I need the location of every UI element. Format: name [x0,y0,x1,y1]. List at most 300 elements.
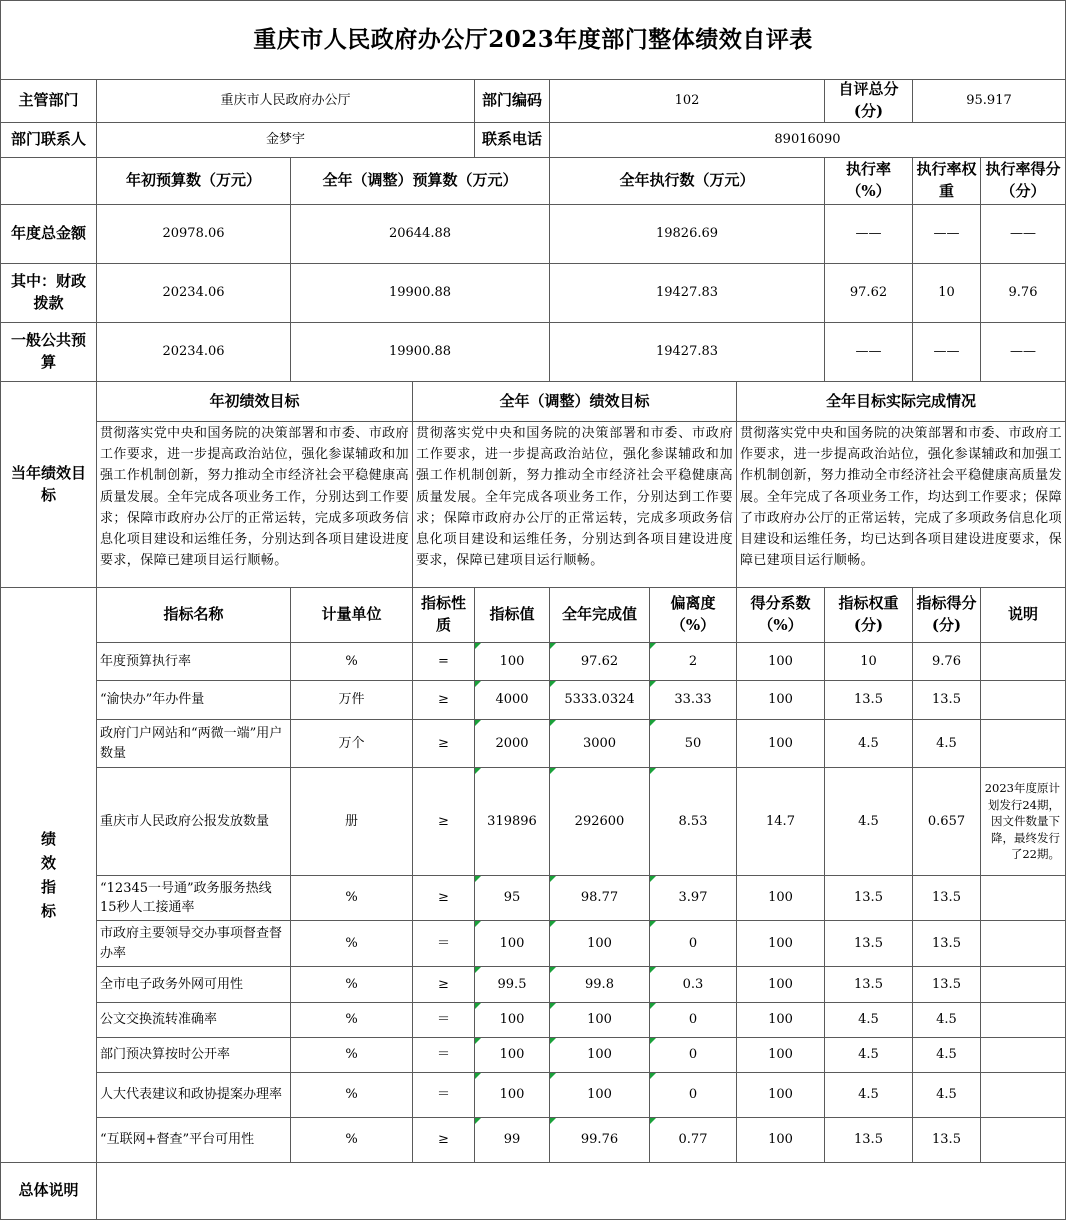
indicator-actual [550,681,650,720]
sheet-title-text: 重庆市人民政府办公厅2023年度部门整体绩效自评表 [253,25,813,53]
indicator-deviation-text: 0 [688,1047,698,1063]
budget-header-score-text: 执行率得分（分） [985,160,1061,200]
indicator-target [475,643,550,681]
budget-header-rate-text: 执行率（%） [845,160,891,200]
indicator-weight-text: 13.5 [854,1132,883,1148]
code-label-text: 部门编码 [481,91,542,110]
budget-weight-text: —— [933,226,960,242]
budget-adjusted-text: 19900.88 [388,344,452,360]
indicator-unit-text: 万件 [338,692,365,708]
indicator-note [981,643,1066,681]
indicator-target [475,1038,550,1073]
indicator-unit-text: % [345,1132,358,1148]
summary-label [0,1163,97,1220]
indicator-unit-text: % [345,653,358,669]
budget-row-label [0,323,97,382]
indicator-nature [413,643,475,681]
indicator-note [981,876,1066,921]
indicator-header-target-text: 指标值 [489,605,535,624]
budget-weight-text: —— [933,344,960,360]
contact-value-text: 金梦宇 [265,132,305,148]
budget-initial [97,323,291,382]
budget-row-label [0,205,97,264]
phone-label [475,123,550,158]
indicator-coef-text: 100 [768,935,793,951]
indicator-unit [291,1038,413,1073]
indicator-coef-text: 100 [768,976,793,992]
indicator-deviation [650,1038,737,1073]
indicator-actual-text: 100 [587,1047,612,1063]
budget-weight [913,264,981,323]
indicator-name [97,1073,291,1118]
indicator-unit [291,1118,413,1163]
indicator-nature-text: ＝ [436,935,450,951]
indicator-unit [291,643,413,681]
indicator-target-text: 100 [499,935,525,951]
indicator-weight-text: 4.5 [858,813,879,829]
indicator-note-text: 2023年度原计划发行24期，因文件数量下降，最终发行了22期。 [984,781,1060,862]
indicator-deviation-text: 0.3 [682,976,704,992]
indicator-note [981,768,1066,876]
budget-executed-text: 19826.69 [655,226,719,242]
indicator-weight-text: 4.5 [858,1012,879,1028]
indicator-nature-text: ≥ [438,1132,449,1148]
budget-rate [825,264,913,323]
sheet-title [0,0,1066,80]
indicator-deviation [650,921,737,967]
goals-label-text: 当年绩效目标 [10,463,86,504]
indicator-score-text: 13.5 [932,692,961,708]
goals-actual-text-text: 贯彻落实党中央和国务院的决策部署和市委、市政府工作要求，进一步提高政治站位，强化参谋辅政和加强工作机制创新，努力推动全市经济社会平稳健康高质量发展。全年完成了各项业务工作，均达到工作要求；保障了市政府办公厅的正常运转，完成了多项政务信息化项目建设和运维任务，均已达到各项目建设进度要求，保障已建项目运行顺畅。 [740,426,1062,569]
indicator-weight [825,876,913,921]
goals-initial-text-text: 贯彻落实党中央和国务院的决策部署和市委、市政府工作要求，进一步提高政治站位，强化参谋辅政和加强工作机制创新，努力推动全市经济社会平稳健康高质量发展。全年完成各项业务工作，分别达到工作要求；保障市政府办公厅的正常运转，完成多项政务信息化项目建设和运维任务，分别达到各项目建设进度要求，保障已建项目运行顺畅。 [100,426,409,569]
score-value [913,80,1066,123]
indicator-deviation [650,768,737,876]
indicator-target [475,768,550,876]
indicator-unit [291,1073,413,1118]
indicator-unit-text: 万个 [338,735,365,751]
indicator-weight-text: 13.5 [854,890,883,906]
goals-header-adjusted-text: 全年（调整）绩效目标 [499,391,650,410]
indicator-nature [413,921,475,967]
budget-header-rate [825,158,913,205]
indicator-header-deviation-text: 偏离度（%） [670,594,716,634]
indicator-nature-text: ≥ [438,735,449,751]
indicator-header-coef-text: 得分系数（%） [750,594,811,634]
budget-header-score [981,158,1066,205]
indicator-deviation-text: 0 [688,1012,698,1028]
indicator-name [97,1003,291,1038]
indicator-name-text: 市政府主要领导交办事项督查督办率 [100,926,283,961]
contact-value [97,123,475,158]
budget-score [981,264,1066,323]
indicator-note [981,1003,1066,1038]
indicator-target-text: 99.5 [497,976,527,992]
indicator-name-text: “12345一号通”政务服务热线15秒人工接通率 [100,880,272,915]
indicator-target-text: 95 [503,890,521,906]
budget-executed [550,264,825,323]
indicator-score-text: 0.657 [927,813,966,829]
budget-score [981,323,1066,382]
indicator-note [981,720,1066,768]
indicator-name [97,681,291,720]
goals-header-actual-text: 全年目标实际完成情况 [825,391,976,410]
indicator-name [97,768,291,876]
indicator-header-score-text: 指标得分(分) [916,594,977,634]
indicator-score-text: 13.5 [932,890,961,906]
indicator-actual-text: 100 [587,1087,612,1103]
budget-header-initial-text: 年初预算数（万元） [125,171,261,190]
indicator-weight [825,643,913,681]
score-label [825,80,913,123]
indicator-actual [550,967,650,1003]
indicator-weight [825,1003,913,1038]
indicator-score [913,921,981,967]
budget-initial [97,264,291,323]
goals-header-adjusted [413,382,737,422]
indicator-deviation [650,967,737,1003]
budget-weight-text: 10 [938,285,955,301]
indicator-nature [413,1003,475,1038]
budget-rate [825,205,913,264]
indicator-nature-text: ≥ [438,692,449,708]
indicator-nature [413,1073,475,1118]
indicator-deviation-text: 33.33 [674,692,712,708]
indicator-deviation [650,643,737,681]
indicator-nature-text: ≥ [438,813,449,829]
budget-adjusted [291,323,550,382]
indicator-unit-text: % [345,1087,358,1103]
indicator-unit [291,876,413,921]
indicator-score-text: 4.5 [936,1047,957,1063]
indicator-header-actual-text: 全年完成值 [561,605,637,624]
dept-value-text: 重庆市人民政府办公厅 [220,93,351,109]
indicator-note [981,1118,1066,1163]
budget-score-text: —— [1010,344,1036,360]
indicator-target [475,921,550,967]
indicator-name [97,720,291,768]
indicator-score [913,1073,981,1118]
budget-rate [825,323,913,382]
budget-corner [0,158,97,205]
budget-adjusted-text: 19900.88 [388,285,452,301]
indicator-coef [737,921,825,967]
indicator-coef-text: 100 [768,653,793,669]
indicators-label-char: 指 [40,878,56,896]
indicator-coef-text: 100 [768,735,793,751]
indicator-actual-text: 3000 [582,735,617,751]
indicator-actual [550,643,650,681]
indicator-target [475,1073,550,1118]
indicator-deviation-text: 50 [684,735,702,751]
indicator-actual [550,1073,650,1118]
budget-score-text: —— [1010,226,1036,242]
indicator-header-score [913,588,981,643]
indicator-header-note [981,588,1066,643]
dept-label-text: 主管部门 [18,91,79,110]
budget-adjusted [291,264,550,323]
indicator-deviation [650,1073,737,1118]
indicator-nature [413,768,475,876]
indicator-weight-text: 4.5 [858,735,879,751]
indicator-actual [550,720,650,768]
budget-initial-text: 20234.06 [162,285,225,301]
indicator-actual [550,1118,650,1163]
phone-label-text: 联系电话 [481,130,542,149]
indicator-weight [825,921,913,967]
indicator-weight-text: 13.5 [854,692,883,708]
budget-rate-text: —— [855,226,882,242]
indicator-coef [737,768,825,876]
indicators-label-char: 标 [40,902,56,920]
indicator-actual [550,768,650,876]
indicator-name [97,876,291,921]
budget-executed [550,323,825,382]
budget-rate-text: 97.62 [849,285,888,301]
budget-header-executed [550,158,825,205]
indicator-nature-text: ＝ [436,1047,450,1063]
indicator-nature [413,1038,475,1073]
indicator-name-text: 重庆市人民政府公报发放数量 [100,813,270,829]
indicator-name [97,921,291,967]
budget-weight [913,205,981,264]
indicator-nature-text: ≥ [438,890,449,906]
indicator-score [913,876,981,921]
indicator-note [981,967,1066,1003]
indicator-weight [825,681,913,720]
budget-executed-text: 19427.83 [655,285,719,301]
indicator-score [913,1118,981,1163]
indicator-deviation-text: 8.53 [678,813,708,829]
indicator-nature-text: = [438,653,449,669]
indicator-deviation-text: 2 [688,653,698,669]
goals-header-initial-text: 年初绩效目标 [209,391,300,410]
indicator-deviation [650,876,737,921]
indicator-header-weight [825,588,913,643]
indicator-name [97,967,291,1003]
indicator-actual [550,876,650,921]
dept-value [97,80,475,123]
indicator-target-text: 2000 [495,735,529,751]
indicator-score [913,681,981,720]
indicator-nature-text: ＝ [436,1087,450,1103]
indicator-weight [825,1038,913,1073]
code-label [475,80,550,123]
budget-header-weight-text: 执行率权重 [916,160,977,200]
indicator-header-target [475,588,550,643]
contact-label [0,123,97,158]
indicator-actual [550,1038,650,1073]
indicator-name-text: 政府门户网站和“两微一端”用户数量 [100,726,283,761]
indicator-coef [737,643,825,681]
indicator-unit [291,681,413,720]
indicator-header-actual [550,588,650,643]
summary-label-text: 总体说明 [18,1181,79,1200]
indicator-note [981,1038,1066,1073]
budget-initial-text: 20234.06 [162,344,225,360]
indicator-coef-text: 100 [768,692,793,708]
indicator-actual-text: 99.8 [585,976,614,992]
indicator-unit-text: % [345,890,358,906]
budget-rate-text: —— [855,344,882,360]
indicator-score [913,967,981,1003]
indicator-actual [550,921,650,967]
budget-initial-text: 20978.06 [162,226,225,242]
budget-initial [97,205,291,264]
indicator-unit [291,720,413,768]
indicator-score [913,720,981,768]
indicator-weight-text: 4.5 [858,1087,879,1103]
goals-header-actual [737,382,1066,422]
indicator-weight [825,967,913,1003]
indicator-score-text: 4.5 [936,1087,957,1103]
indicator-actual [550,1003,650,1038]
indicator-target [475,967,550,1003]
contact-label-text: 部门联系人 [10,130,86,149]
indicator-unit-text: % [345,1012,358,1028]
indicator-header-nature [413,588,475,643]
budget-header-weight [913,158,981,205]
budget-score [981,205,1066,264]
indicator-actual-text: 99.76 [580,1132,619,1148]
indicator-target-text: 100 [499,1087,525,1103]
indicator-deviation-text: 3.97 [678,890,708,906]
budget-row-label-text: 一般公共预算 [10,331,86,371]
indicator-target [475,876,550,921]
indicator-coef [737,1118,825,1163]
indicator-unit-text: % [345,935,358,951]
indicator-actual-text: 5333.0324 [564,692,635,708]
indicator-weight-text: 4.5 [858,1047,879,1063]
indicator-coef-text: 100 [768,1132,793,1148]
goals-actual-text [737,422,1066,588]
score-value-text: 95.917 [966,93,1012,109]
indicator-note [981,681,1066,720]
indicator-name-text: 人大代表建议和政协提案办理率 [100,1087,283,1103]
indicator-coef-text: 100 [768,1012,793,1028]
indicators-label-char: 效 [40,854,56,872]
indicator-deviation-text: 0.77 [678,1132,708,1148]
indicator-actual-text: 98.77 [580,890,619,906]
indicator-header-unit-text: 计量单位 [321,605,382,624]
indicators-label-char: 绩 [40,830,56,848]
indicator-header-nature-text: 指标性质 [420,594,466,634]
indicator-deviation-text: 0 [688,1087,698,1103]
indicator-header-weight-text: 指标权重(分) [838,594,899,634]
indicator-target-text: 100 [499,1012,525,1028]
budget-executed [550,205,825,264]
indicator-nature [413,681,475,720]
indicator-target-text: 99 [503,1132,521,1148]
indicator-unit [291,921,413,967]
phone-value [550,123,1066,158]
indicator-name-text: “互联网+督查”平台可用性 [100,1132,255,1148]
goals-label [0,382,97,588]
indicator-score [913,643,981,681]
indicator-header-deviation [650,588,737,643]
indicator-target [475,681,550,720]
indicator-score-text: 9.76 [932,653,961,669]
indicator-coef [737,967,825,1003]
indicator-name-text: “渝快办”年办件量 [100,692,205,708]
indicator-target [475,720,550,768]
indicator-header-note-text: 说明 [1007,605,1038,624]
budget-adjusted [291,205,550,264]
indicator-coef [737,1038,825,1073]
indicator-actual-text: 97.62 [580,653,619,669]
indicators-label [0,588,97,1163]
indicator-target-text: 100 [499,653,525,669]
indicator-name-text: 部门预决算按时公开率 [100,1047,231,1063]
indicator-unit-text: 册 [344,813,358,829]
indicator-note [981,1073,1066,1118]
indicator-note [981,921,1066,967]
indicator-actual-text: 100 [587,1012,612,1028]
indicator-coef [737,720,825,768]
indicator-coef [737,876,825,921]
indicator-weight-text: 13.5 [854,976,883,992]
budget-row-label-text: 其中：财政拨款 [10,272,86,312]
goals-header-initial [97,382,413,422]
indicator-score [913,768,981,876]
indicator-coef-text: 100 [768,1047,793,1063]
indicator-name [97,643,291,681]
indicator-target-text: 319896 [487,813,537,829]
indicator-target [475,1003,550,1038]
indicator-name [97,1118,291,1163]
indicator-coef [737,1003,825,1038]
indicator-unit-text: % [345,976,358,992]
indicator-target-text: 100 [499,1047,525,1063]
indicator-weight [825,1073,913,1118]
indicator-name-text: 公文交换流转准确率 [100,1012,218,1028]
indicator-deviation [650,720,737,768]
indicator-target [475,1118,550,1163]
budget-row-label-text: 年度总金额 [10,224,86,243]
indicator-nature [413,967,475,1003]
indicator-deviation [650,1003,737,1038]
indicator-coef-text: 14.7 [766,813,795,829]
indicator-header-name-text: 指标名称 [163,605,224,624]
indicator-unit [291,967,413,1003]
indicator-weight [825,720,913,768]
indicator-header-coef [737,588,825,643]
indicator-target-text: 4000 [495,692,529,708]
goals-adjusted-text-text: 贯彻落实党中央和国务院的决策部署和市委、市政府工作要求，进一步提高政治站位，强化参谋辅政和加强工作机制创新，努力推动全市经济社会平稳健康高质量发展。全年完成各项业务工作，分别达到工作要求；保障市政府办公厅的正常运转，完成多项政务信息化项目建设和运维任务，分别达到各项目建设进度要求，保障已建项目运行顺畅。 [416,426,733,569]
indicator-coef [737,681,825,720]
budget-adjusted-text: 20644.88 [388,226,452,242]
indicator-score-text: 13.5 [932,935,961,951]
indicator-name-text: 年度预算执行率 [100,653,192,669]
phone-value-text: 89016090 [774,132,841,148]
indicator-weight [825,1118,913,1163]
indicator-unit [291,768,413,876]
indicator-nature-text: ≥ [438,976,449,992]
indicator-actual-text: 292600 [574,813,625,829]
code-value-text: 102 [674,93,700,109]
indicator-nature-text: ＝ [436,1012,450,1028]
indicator-weight [825,768,913,876]
budget-header-adjusted [291,158,550,205]
goals-adjusted-text [413,422,737,588]
indicator-nature [413,876,475,921]
budget-row-label [0,264,97,323]
dept-label [0,80,97,123]
indicator-header-unit [291,588,413,643]
indicator-score-text: 4.5 [936,735,957,751]
indicator-name [97,1038,291,1073]
indicator-name-text: 全市电子政务外网可用性 [100,976,244,992]
